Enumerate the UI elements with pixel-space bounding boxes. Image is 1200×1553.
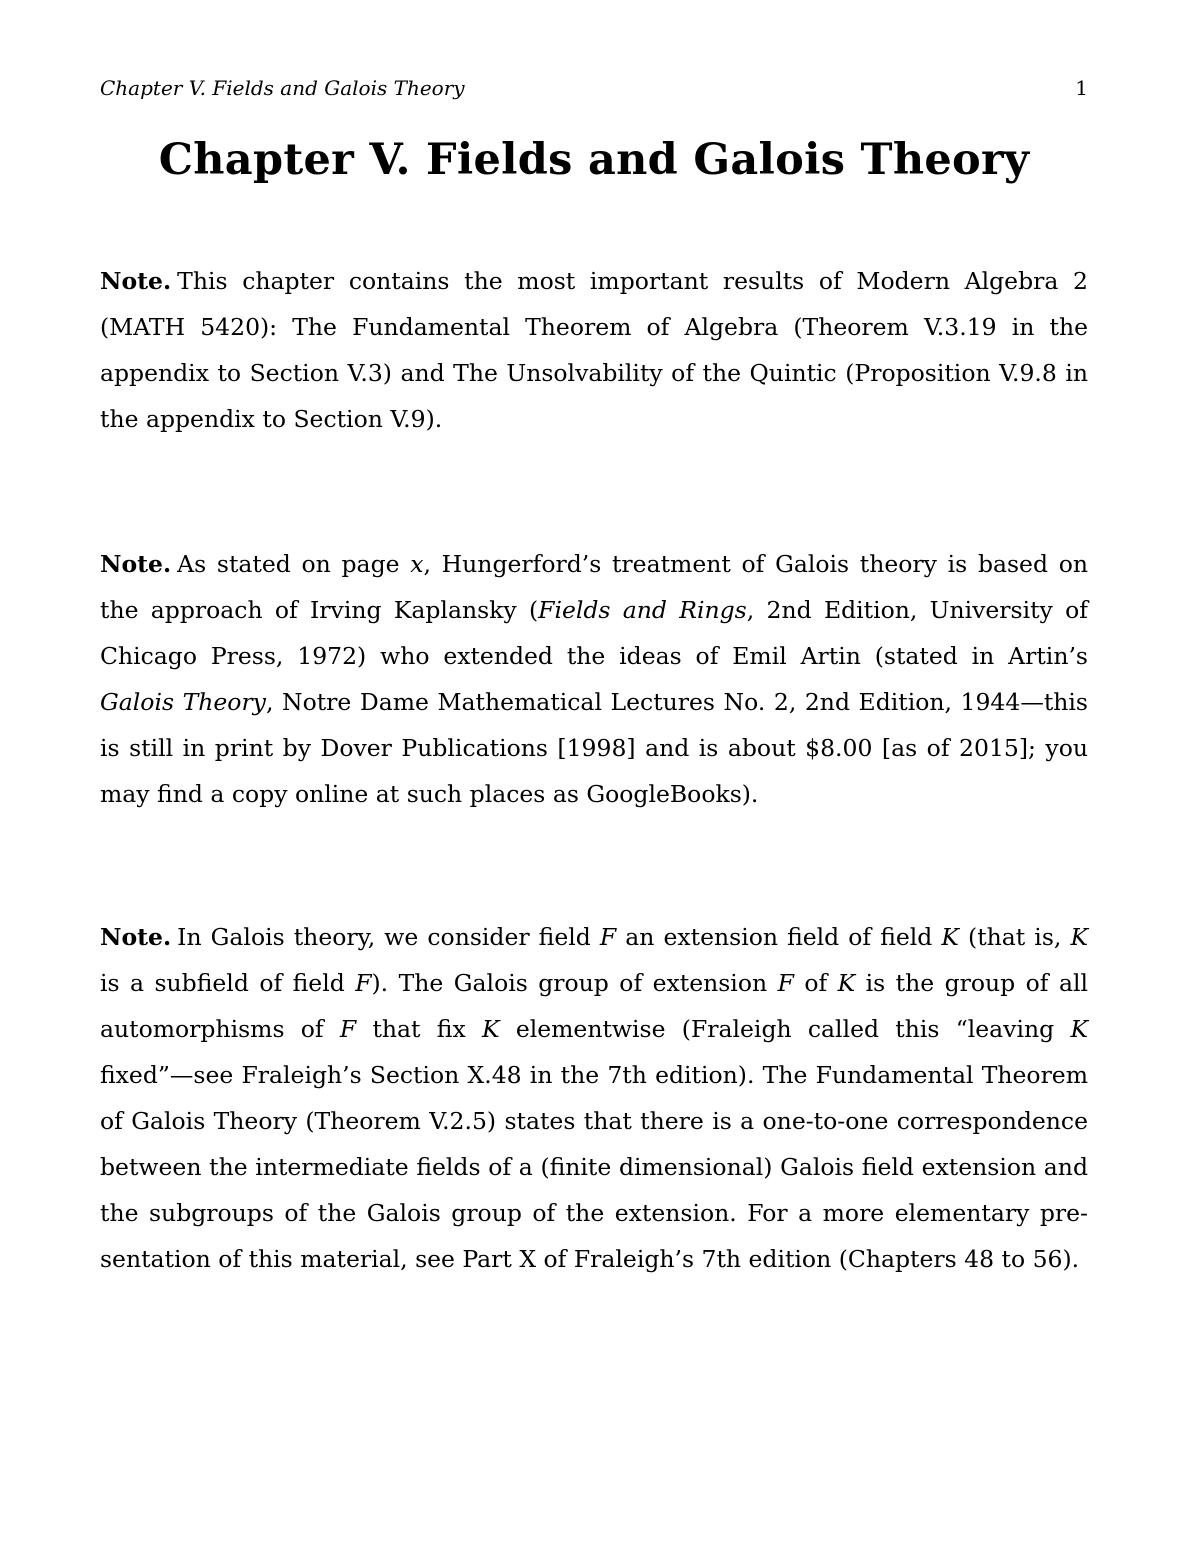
note-paragraph-2 <box>100 541 1088 817</box>
math-symbol: K <box>837 969 856 997</box>
note-label: Note. <box>100 550 172 578</box>
note-text: (that is, <box>958 923 1071 951</box>
note-text: fixed”—see Fraleigh’s Section X.48 in the 7th edition). The Fundamental Theorem of Galois Theory (Theorem V.2.5) states that there is a one-to-one correspondence between the intermediate fields of a (finite dimensional) Galois field extension and the subgroups of the Galois group of the extension. For a more elementary presentation of this material, see Part X of Fraleigh’s 7th edition (Chapters 48 to 56). <box>100 1061 1088 1273</box>
note-text: of <box>793 969 838 997</box>
note-text: is a subfield of field <box>100 969 356 997</box>
running-head <box>100 72 1088 104</box>
math-symbol: F <box>355 969 372 997</box>
page-number: 1 <box>1075 76 1088 100</box>
book-title: Fields and Rings <box>538 596 747 624</box>
math-symbol: K <box>481 1015 500 1043</box>
note-text: ). The Galois group of extension <box>371 969 778 997</box>
note-text: This chapter contains the most important results of Modern Algebra 2 (MATH 5420): The Fundamental Theorem of Algebra (Theorem V.3.19 in the appendix to Section V.3) and The Unsolvability of the Quintic (Proposition V.9.8 in the appendix to Section V.9). <box>100 267 1088 433</box>
note-text: an extension field of field <box>616 923 942 951</box>
note-text: , Notre Dame Mathematical Lectures No. 2, 2nd Edition, 1944—this is still in print by Dover Publications [1998] and is about $8.00 [as of 2015]; you may find a copy online at such places as GoogleBooks). <box>100 688 1088 808</box>
math-symbol: F <box>339 1015 357 1043</box>
note-text: that fix <box>356 1015 482 1043</box>
math-symbol: K <box>1070 923 1088 951</box>
chapter-title: Chapter V. Fields and Galois Theory <box>158 135 1030 185</box>
math-symbol: F <box>777 969 794 997</box>
note-text: As stated on page <box>177 550 411 578</box>
note-label: Note. <box>100 923 172 951</box>
note-text: In Galois theory, we consider field <box>177 923 600 951</box>
note-text: , Hungerford’s treatment of Galois theory is based on the approach of Irving Kaplansky ( <box>100 550 1089 624</box>
running-head-title: Chapter V. Fields and Galois Theory <box>100 76 465 100</box>
book-title: Galois Theory <box>100 688 266 716</box>
note-paragraph-1 <box>100 258 1088 442</box>
note-text: , 2nd Edition, University of Chicago Press, 1972) who extended the ideas of Emil Artin (stated in Artin’s <box>100 596 1088 670</box>
math-symbol: K <box>941 923 959 951</box>
math-symbol: F <box>599 923 617 951</box>
math-symbol: K <box>1070 1015 1088 1043</box>
note-text: is the group of all automorphisms of <box>100 969 1088 1043</box>
note-paragraph-3 <box>100 914 1088 1282</box>
math-symbol: x <box>410 550 424 578</box>
note-text: elementwise (Fraleigh called this “leaving <box>499 1015 1071 1043</box>
note-label: Note. <box>100 267 172 295</box>
